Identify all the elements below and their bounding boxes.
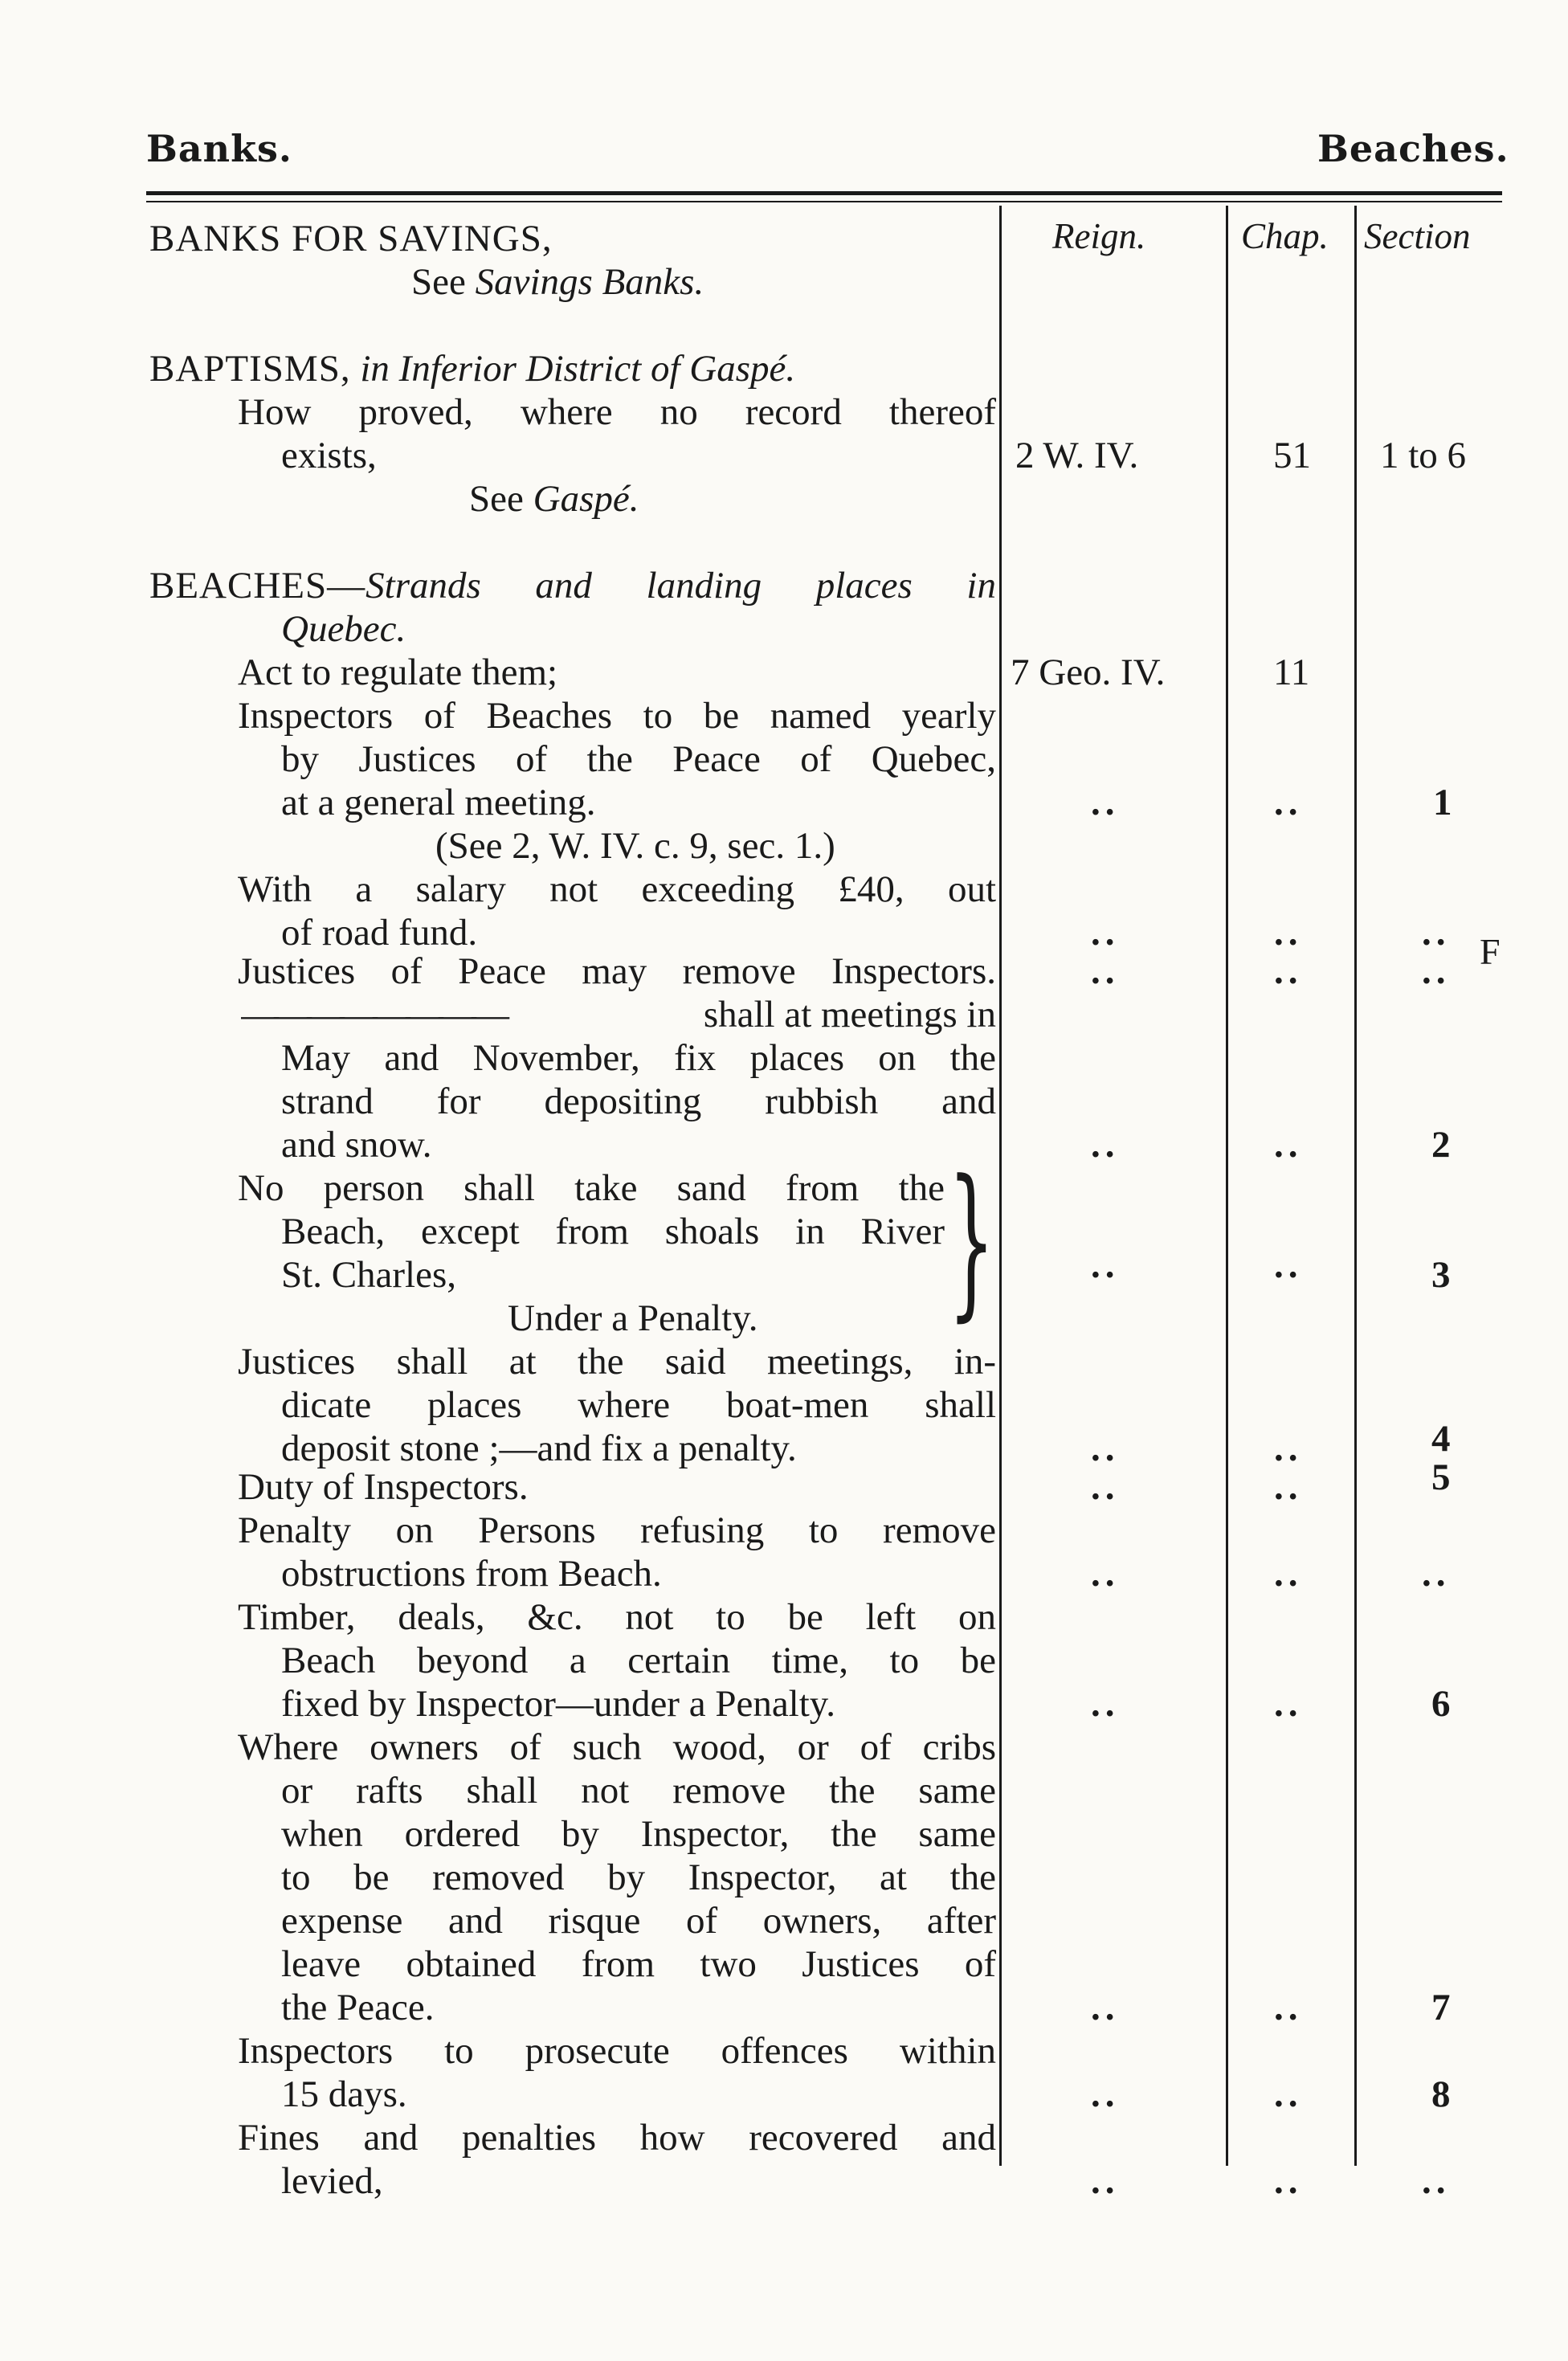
- ref-ditto-section: ..: [1422, 950, 1451, 992]
- entry-line: Beach beyond a certain time, to be: [281, 1640, 996, 1681]
- ref-section: 8: [1431, 2073, 1451, 2115]
- running-head-left: Banks.: [146, 127, 292, 170]
- ref-ditto-reign: ..: [1091, 1244, 1120, 1286]
- ref-ditto-reign: ..: [1091, 1553, 1120, 1595]
- ref-ditto-reign: ..: [1091, 1987, 1120, 2028]
- running-head-right: Beaches.: [1317, 127, 1509, 170]
- ref-ditto-reign: ..: [1091, 950, 1120, 992]
- entry-banks-see: See Savings Banks.: [411, 261, 704, 303]
- curly-brace: }: [948, 1146, 995, 1337]
- ditto-dash: ————————: [241, 994, 504, 1035]
- entry-line: No person shall take sand from the: [238, 1167, 945, 1209]
- ref-ditto-reign: ..: [1091, 1466, 1120, 1508]
- ref-ditto-chap: ..: [1274, 2160, 1303, 2202]
- entry-line: fixed by Inspector—under a Penalty.: [281, 1683, 835, 1725]
- entry-line: dicate places where boat-men shall: [281, 1384, 996, 1426]
- entry-line: With a salary not exceeding £40, out: [238, 868, 996, 910]
- ref-ditto-section: ..: [1422, 1553, 1451, 1595]
- entry-line: Beach, except from shoals in River: [281, 1211, 945, 1252]
- ref-ditto-chap: ..: [1274, 1683, 1303, 1725]
- entry-line: Penalty on Persons refusing to remove: [238, 1509, 996, 1551]
- entry-line: Justices of Peace may remove Inspectors.: [238, 950, 996, 992]
- entry-line: Inspectors of Beaches to be named yearly: [238, 695, 996, 737]
- ref-ditto-chap: ..: [1274, 1466, 1303, 1508]
- ref-ditto-reign: ..: [1091, 2160, 1120, 2202]
- entry-banks-title: BANKS FOR SAVINGS,: [149, 218, 553, 259]
- ref-section: 1: [1433, 782, 1452, 823]
- ref-ditto-chap: ..: [1274, 782, 1303, 823]
- ref-ditto-reign: ..: [1091, 2073, 1120, 2115]
- entry-line: Duty of Inspectors.: [238, 1466, 529, 1508]
- head-rule-thin: [146, 201, 1502, 202]
- entry-line: 15 days.: [281, 2073, 407, 2115]
- ref-ditto-chap: ..: [1274, 1987, 1303, 2028]
- ref-section: 2: [1431, 1124, 1451, 1166]
- entry-line: Justices shall at the said meetings, in-: [238, 1341, 996, 1383]
- entry-line: deposit stone ;—and fix a penalty.: [281, 1428, 797, 1469]
- entry-baptisms-title: BAPTISMS, in Inferior District of Gaspé.: [149, 348, 796, 390]
- entry-line: (See 2, W. IV. c. 9, sec. 1.): [435, 825, 835, 867]
- entry-line: the Peace.: [281, 1987, 435, 2028]
- entry-line: May and November, fix places on the: [281, 1037, 996, 1079]
- entry-baptisms-see: See Gaspé.: [469, 478, 639, 520]
- ref-ditto-chap: ..: [1274, 2073, 1303, 2115]
- entry-line: or rafts shall not remove the same: [281, 1770, 996, 1812]
- entry-line: strand for depositing rubbish and: [281, 1080, 996, 1122]
- ref-reign: 2 W. IV.: [1015, 435, 1139, 476]
- entry-line: Fines and penalties how recovered and: [238, 2117, 996, 2159]
- ref-section: 3: [1431, 1254, 1451, 1296]
- column-head-reign: Reign.: [1052, 216, 1146, 256]
- entry-baptisms-line: exists,: [281, 435, 377, 476]
- ref-section: 4: [1431, 1418, 1451, 1460]
- entry-line: leave obtained from two Justices of: [281, 1943, 996, 1985]
- entry-line: St. Charles,: [281, 1254, 457, 1296]
- entry-line: expense and risque of owners, after: [281, 1900, 996, 1942]
- column-divider-chap: [1354, 206, 1357, 2166]
- ref-ditto-chap: ..: [1274, 1124, 1303, 1166]
- ref-ditto-reign: ..: [1091, 782, 1120, 823]
- margin-mark: F: [1480, 931, 1501, 972]
- entry-baptisms-line: How proved, where no record thereof: [238, 391, 996, 433]
- ref-section: 7: [1431, 1987, 1451, 2028]
- ref-section: 6: [1431, 1683, 1451, 1725]
- head-rule-thick: [146, 191, 1502, 195]
- entry-line: Inspectors to prosecute offences within: [238, 2030, 996, 2072]
- entry-line: to be removed by Inspector, at the: [281, 1857, 996, 1898]
- column-divider-reign: [1226, 206, 1228, 2166]
- ref-chap: 51: [1273, 435, 1311, 476]
- entry-line: Act to regulate them;: [238, 652, 558, 693]
- ref-ditto-reign: ..: [1091, 1124, 1120, 1166]
- ref-ditto-section: ..: [1422, 912, 1451, 954]
- ref-ditto-chap: ..: [1274, 950, 1303, 992]
- column-head-section: Section: [1364, 216, 1471, 256]
- entry-line: of road fund.: [281, 912, 478, 954]
- entry-line: by Justices of the Peace of Quebec,: [281, 738, 996, 780]
- ref-ditto-chap: ..: [1274, 912, 1303, 954]
- ref-chap: 11: [1273, 652, 1310, 693]
- entry-line: levied,: [281, 2160, 383, 2202]
- entry-line: Under a Penalty.: [508, 1297, 758, 1339]
- entry-line: obstructions from Beach.: [281, 1553, 662, 1595]
- entry-line: at a general meeting.: [281, 782, 596, 823]
- ref-ditto-reign: ..: [1091, 1683, 1120, 1725]
- ref-ditto-chap: ..: [1274, 1428, 1303, 1469]
- ref-reign: 7 Geo. IV.: [1011, 652, 1166, 693]
- ref-section: 5: [1431, 1456, 1451, 1498]
- entry-beaches-title: BEACHES—Strands and landing places in: [149, 565, 996, 607]
- ref-ditto-reign: ..: [1091, 1428, 1120, 1469]
- column-head-chap: Chap.: [1241, 216, 1329, 256]
- ref-ditto-chap: ..: [1274, 1553, 1303, 1595]
- entry-beaches-subtitle: Quebec.: [281, 608, 406, 650]
- ref-section: 1 to 6: [1380, 435, 1467, 476]
- ref-ditto-chap: ..: [1274, 1244, 1303, 1286]
- ref-ditto-section: ..: [1422, 2160, 1451, 2202]
- ref-ditto-reign: ..: [1091, 912, 1120, 954]
- entry-line: and snow.: [281, 1124, 432, 1166]
- column-divider-text: [999, 206, 1002, 2166]
- entry-line: Where owners of such wood, or of cribs: [238, 1726, 996, 1768]
- entry-line: Timber, deals, &c. not to be left on: [238, 1596, 996, 1638]
- entry-line: when ordered by Inspector, the same: [281, 1813, 996, 1855]
- entry-line: ———————— shall at meetings in: [241, 994, 996, 1035]
